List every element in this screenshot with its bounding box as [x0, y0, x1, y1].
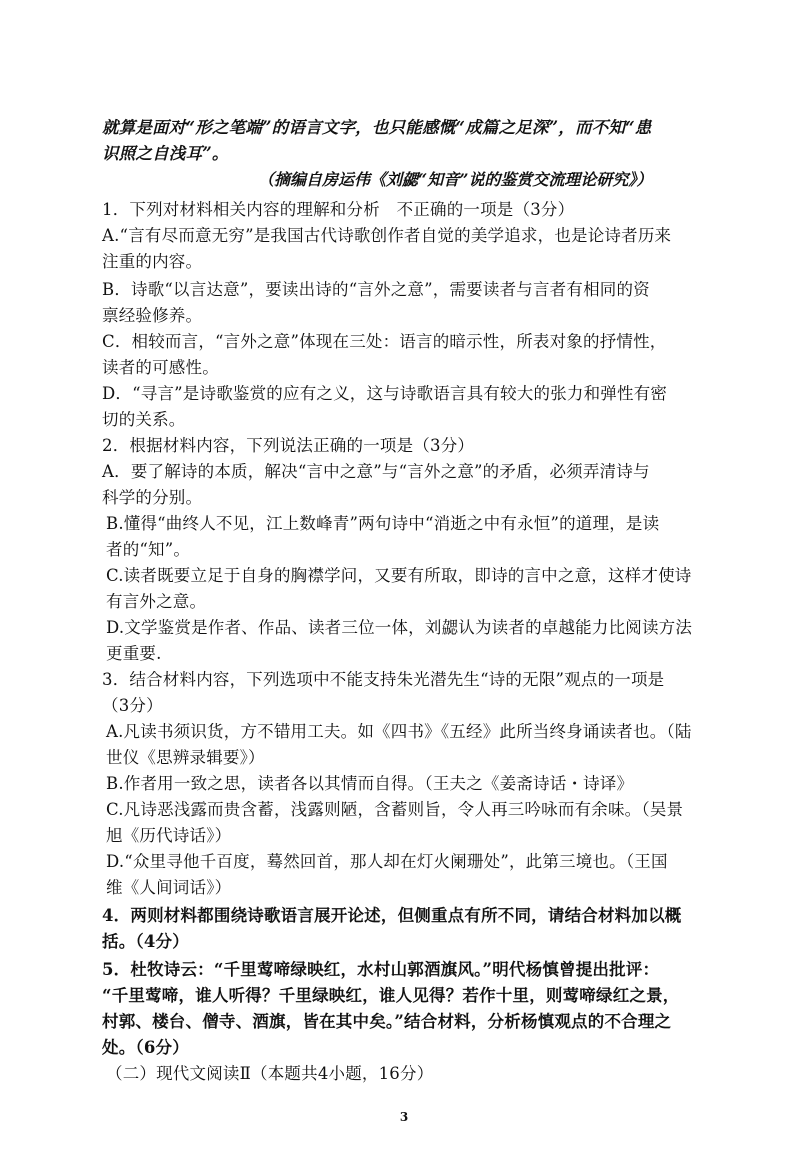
q1-option-c-line-1: C．相较而言，“言外之意”体现在三处：语言的暗示性，所表对象的抒情性，	[102, 332, 667, 351]
q2-option-a-line-2: 科学的分别。	[102, 488, 203, 507]
q2-option-c-line-2: 有言外之意。	[106, 592, 207, 611]
q3-stem-line-2: （3分）	[102, 696, 163, 715]
intro-line-2: 识照之自浅耳”。	[102, 144, 229, 163]
q1-option-a-line-1: A.“言有尽而意无穷”是我国古代诗歌创作者自觉的美学追求，也是论诗者历来	[102, 226, 672, 245]
q5-line-3: 村郭、楼台、僧寺、酒旗，皆在其中矣。”结合材料，分析杨慎观点的不合理之	[102, 1012, 672, 1031]
q4-line-2: 括。（4分）	[102, 932, 189, 951]
q2-stem: 2．根据材料内容，下列说法正确的一项是（3分）	[102, 436, 475, 455]
q5-line-2: “千里莺啼，谁人听得？千里绿映红，谁人见得？若作十里，则莺啼绿红之景，	[102, 986, 680, 1005]
q3-stem-line-1: 3．结合材料内容，下列选项中不能支持朱光潜先生“诗的无限”观点的一项是	[102, 670, 665, 689]
q1-option-d-line-1: D．“寻言”是诗歌鉴赏的应有之义，这与诗歌语言具有较大的张力和弹性有密	[102, 384, 668, 403]
q1-stem: 1．下列对材料相关内容的理解和分析 不正确的一项是（3分）	[102, 200, 575, 219]
section-heading: （二）现代文阅读Ⅱ（本题共4小题，16分）	[106, 1064, 434, 1083]
q2-option-a-line-1: A．要了解诗的本质，解决“言中之意”与“言外之意”的矛盾，必须弄清诗与	[102, 462, 650, 481]
q3-option-c-line-2: 旭《历代诗话》）	[106, 826, 232, 845]
q1-option-b-line-1: B．诗歌“以言达意”，要读出诗的“言外之意”，需要读者与言者有相同的资	[102, 280, 650, 299]
q5-line-1: 5．杜牧诗云：“千里莺啼绿映红，水村山郭酒旗风。”明代杨慎曾提出批评：	[102, 960, 660, 979]
page-number: 3	[399, 1110, 409, 1124]
q2-option-d-line-1: D.文学鉴赏是作者、作品、读者三位一体，刘勰认为读者的卓越能力比阅读方法	[106, 618, 693, 637]
q1-option-c-line-2: 读者的可感性。	[102, 358, 219, 377]
q3-option-b-line-1: B.作者用一致之思，读者各以其情而自得。（王夫之《姜斋诗话・诗译》	[106, 774, 634, 793]
q1-option-a-line-2: 注重的内容。	[102, 252, 203, 271]
q5-line-4: 处。（6分）	[102, 1038, 189, 1057]
q2-option-d-line-2: 更重要.	[106, 644, 162, 663]
intro-line-1: 就算是面对“形之笔端”的语言文字，也只能感慨“成篇之足深”，而不知“患	[102, 118, 652, 137]
q2-option-b-line-2: 者的“知”。	[106, 540, 191, 559]
q2-option-c-line-1: C.读者既要立足于自身的胸襟学问，又要有所取，即诗的言中之意，这样才使诗	[106, 566, 692, 585]
q1-option-d-line-2: 切的关系。	[102, 410, 186, 429]
q3-option-c-line-1: C.凡诗恶浅露而贵含蓄，浅露则陋，含蓄则旨，令人再三吟咏而有余味。（吴景	[106, 800, 684, 819]
q3-option-d-line-1: D.“众里寻他千百度，蓦然回首，那人却在灯火阑珊处”，此第三境也。（王国	[106, 852, 668, 871]
q2-option-b-line-1: B.懂得“曲终人不见，江上数峰青”两句诗中“消逝之中有永恒”的道理，是读	[106, 514, 660, 533]
q3-option-a-line-1: A.凡读书须识货，方不错用工夫。如《四书》《五经》此所当终身诵读者也。（陆	[106, 722, 692, 741]
q3-option-d-line-2: 维《人间词话》）	[106, 878, 232, 897]
q4-line-1: 4．两则材料都围绕诗歌语言展开论述，但侧重点有所不同，请结合材料加以概	[102, 906, 682, 925]
q3-option-a-line-2: 世仪《思辨录辑要》）	[106, 748, 265, 767]
source-citation: （摘编自房运伟《刘勰“知音”说的鉴赏交流理论研究》）	[258, 170, 653, 189]
q1-option-b-line-2: 禀经验修养。	[102, 306, 203, 325]
